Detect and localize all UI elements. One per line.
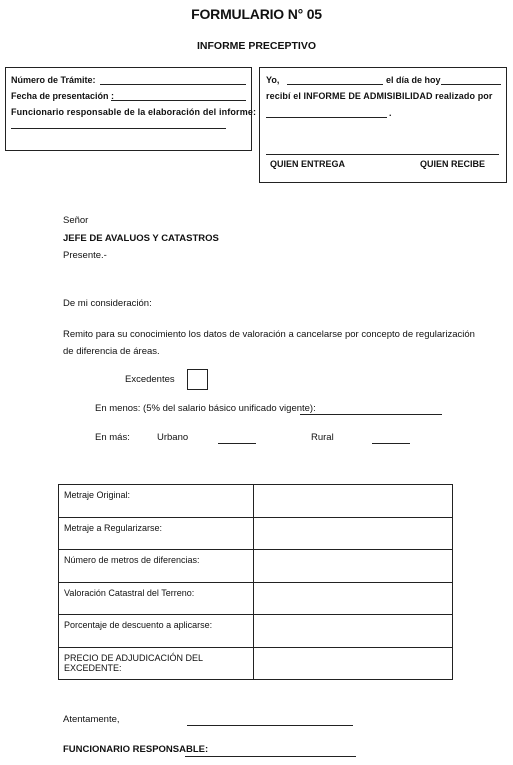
quien-entrega-label: QUIEN ENTREGA (270, 159, 346, 169)
signature-line (266, 154, 499, 155)
tramite-label: Número de Trámite: (11, 75, 96, 85)
en-mas-label: En más: (95, 432, 130, 443)
fecha-field[interactable] (111, 92, 246, 101)
row-value-metraje-regularizarse[interactable] (254, 517, 453, 550)
dia-label: el día de hoy (386, 75, 441, 85)
row-label-metros-diferencias: Número de metros de diferencias: (59, 550, 254, 583)
reception-box (259, 67, 507, 183)
realizado-field[interactable] (266, 109, 387, 118)
tramite-field[interactable] (100, 76, 246, 85)
excedentes-label: Excedentes (125, 374, 175, 385)
row-value-valoracion-catastral[interactable] (254, 582, 453, 615)
dia-field[interactable] (441, 76, 501, 85)
atentamente-text: Atentamente, (63, 714, 120, 725)
realizado-period: . (389, 108, 392, 118)
fecha-label: Fecha de presentación : (11, 91, 115, 101)
form-subtitle: INFORME PRECEPTIVO (196, 40, 316, 52)
table-row (59, 582, 453, 615)
row-label-metraje-regularizarse: Metraje a Regularizarse: (59, 517, 254, 550)
consideracion-text: De mi consideración: (63, 298, 152, 309)
quien-recibe-label: QUIEN RECIBE (420, 159, 486, 169)
table-row (59, 615, 453, 648)
yo-row (266, 75, 502, 87)
funcionario-responsable-label: FUNCIONARIO RESPONSABLE: (63, 744, 209, 755)
table-row (59, 517, 453, 550)
senor-text: Señor (63, 215, 89, 226)
excedentes-checkbox[interactable] (187, 369, 208, 390)
form-title: FORMULARIO N° 05 (191, 6, 322, 22)
urbano-label: Urbano (157, 432, 189, 443)
row-value-porcentaje-descuento[interactable] (254, 615, 453, 648)
realizado-row (266, 108, 406, 120)
row-label-valoracion-catastral: Valoración Catastral del Terreno: (59, 582, 254, 615)
row-label-porcentaje-descuento: Porcentaje de descuento a aplicarse: (59, 615, 254, 648)
row-value-metraje-original[interactable] (254, 485, 453, 518)
en-menos-label: En menos: (5% del salario básico unificado vigente): (95, 403, 316, 414)
row-value-precio-adjudicacion[interactable] (254, 647, 453, 680)
table-row (59, 647, 453, 680)
paragraph-line-2: de diferencia de áreas. (63, 346, 160, 357)
yo-label: Yo, (266, 75, 280, 85)
rural-field[interactable] (372, 443, 410, 444)
funcionario-responsable-field[interactable] (185, 756, 356, 757)
atentamente-signature-line[interactable] (187, 725, 353, 726)
tramite-row (11, 75, 247, 86)
paragraph-line-1: Remito para su conocimiento los datos de valoración a cancelarse por concepto de regularización (63, 329, 475, 340)
jefe-text: JEFE DE AVALUOS Y CATASTROS (63, 233, 219, 244)
fecha-row (11, 91, 247, 102)
rural-label: Rural (311, 432, 334, 443)
yo-field[interactable] (287, 76, 383, 85)
table-row (59, 485, 453, 518)
row-label-metraje-original: Metraje Original: (59, 485, 254, 518)
table-row (59, 550, 453, 583)
valuation-table (58, 484, 453, 680)
recibi-text: recibí el INFORME DE ADMISIBILIDAD realizado por (266, 91, 493, 101)
urbano-field[interactable] (218, 443, 256, 444)
funcionario-field-1[interactable] (11, 128, 226, 129)
en-menos-field[interactable] (300, 414, 442, 415)
presente-text: Presente.- (63, 250, 107, 261)
funcionario-label: Funcionario responsable de la elaboración del informe: (11, 107, 257, 117)
row-label-precio-adjudicacion: PRECIO DE ADJUDICACIÓN DEL EXCEDENTE: (59, 647, 254, 680)
row-value-metros-diferencias[interactable] (254, 550, 453, 583)
tramite-box (5, 67, 257, 151)
